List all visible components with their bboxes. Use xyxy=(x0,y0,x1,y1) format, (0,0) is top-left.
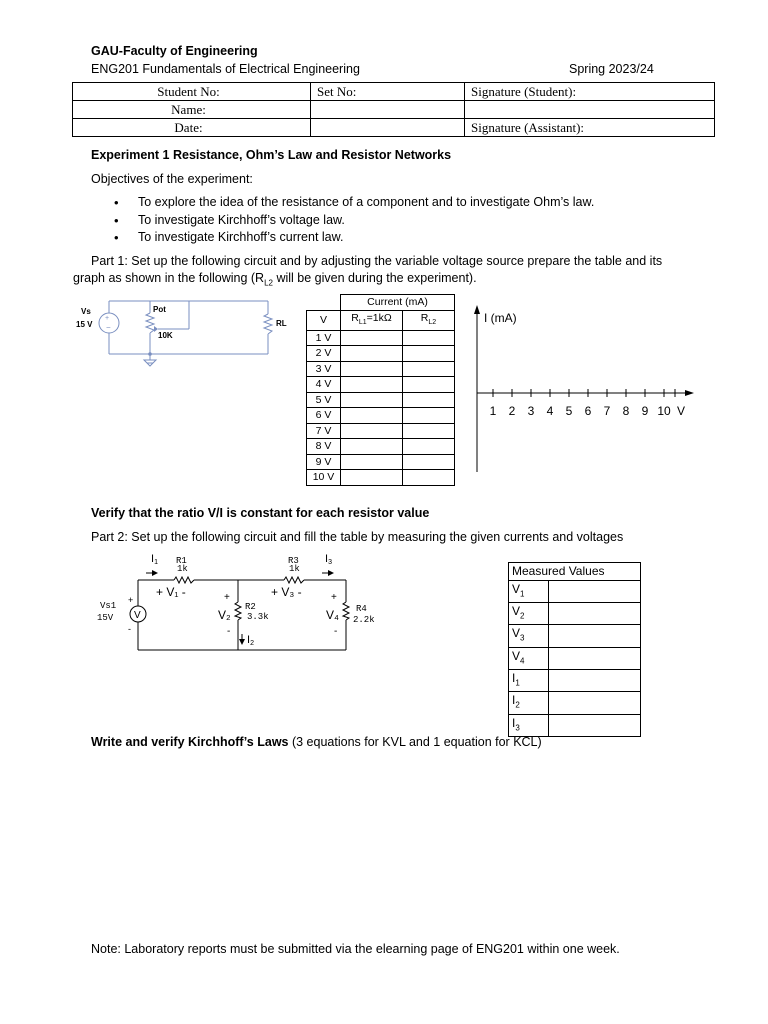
r4-label: R4 xyxy=(356,604,367,614)
data-cell xyxy=(403,361,455,377)
data-cell xyxy=(341,470,403,486)
data-cell xyxy=(341,392,403,408)
data-cell xyxy=(403,408,455,424)
r2-value: 3.3k xyxy=(247,612,269,622)
measure-value xyxy=(549,714,641,736)
x-tick-label: 10 xyxy=(657,404,671,418)
table-row xyxy=(509,670,641,692)
empty-cell xyxy=(465,101,715,119)
x-tick-label: 7 xyxy=(603,404,611,418)
potentiometer xyxy=(146,313,154,333)
objective-item: • To investigate Kirchhoff’s voltage law. xyxy=(112,212,594,230)
voltage-cell: 10 V xyxy=(307,470,341,486)
v4-plus: + xyxy=(331,592,337,603)
voltage-cell: 1 V xyxy=(307,330,341,346)
v-header: V xyxy=(307,310,341,330)
v2-plus: + xyxy=(224,592,230,603)
measure-value xyxy=(549,625,641,647)
x-tick-label: 5 xyxy=(565,404,573,418)
meter-symbol: V xyxy=(134,610,141,621)
i1-arrow xyxy=(152,570,158,576)
objective-item: • To investigate Kirchhoff’s current law. xyxy=(112,229,594,247)
rl2-sub: L2 xyxy=(428,318,437,326)
student-no-cell: Student No: xyxy=(73,83,311,101)
vs1-value: 15V xyxy=(97,613,114,623)
table-row xyxy=(509,580,641,602)
rl1-sub: L1 xyxy=(358,318,367,326)
submission-note: Note: Laboratory reports must be submitted via the elearning page of ENG201 within one week. xyxy=(91,942,620,956)
table-row xyxy=(307,470,455,486)
i3-arrow xyxy=(328,570,334,576)
x-tick-label: 2 xyxy=(508,404,516,418)
voltage-cell: 5 V xyxy=(307,392,341,408)
data-cell xyxy=(341,377,403,393)
table-row xyxy=(509,692,641,714)
r3-value: 1k xyxy=(289,564,300,574)
rl1-value: =1kΩ xyxy=(366,311,392,324)
current-table xyxy=(306,294,455,486)
vs-value: 15 V xyxy=(76,320,93,329)
resistor-r3 xyxy=(284,577,304,583)
voltage-cell: 8 V xyxy=(307,439,341,455)
rl2-subscript: L2 xyxy=(264,278,273,288)
vs1-plus: + xyxy=(128,595,134,605)
measure-label: $I_3$ xyxy=(509,714,549,736)
x-tick-label: 9 xyxy=(641,404,649,418)
part1-text-line2 xyxy=(73,270,477,292)
part1-text-a: graph as shown in the following (R xyxy=(73,271,265,285)
data-cell xyxy=(341,361,403,377)
v4-minus: - xyxy=(334,626,338,637)
vs1-minus: - xyxy=(128,624,131,634)
data-cell xyxy=(403,377,455,393)
measure-label: $V_3$ xyxy=(509,625,549,647)
table-row xyxy=(307,392,455,408)
measure-value xyxy=(549,670,641,692)
voltage-cell: 6 V xyxy=(307,408,341,424)
student-info-table xyxy=(72,82,715,137)
data-cell xyxy=(403,423,455,439)
data-cell xyxy=(341,439,403,455)
rl2-r: R xyxy=(420,311,429,324)
v4-label: V₄ xyxy=(326,608,339,622)
set-no-cell: Set No: xyxy=(311,83,465,101)
table-row xyxy=(307,346,455,362)
r1-label: R1 xyxy=(176,556,187,566)
objectives-list xyxy=(112,194,594,247)
svg-text:+: + xyxy=(105,315,110,322)
table-row xyxy=(509,625,641,647)
iv-graph xyxy=(470,302,700,482)
part1-text-line1: Part 1: Set up the following circuit and by adjusting the variable voltage source prepare the table and its xyxy=(91,254,663,268)
measure-label: $V_1$ xyxy=(509,580,549,602)
x-tick-label: 3 xyxy=(527,404,535,418)
r4-value: 2.2k xyxy=(353,615,375,625)
name-cell: Name: xyxy=(73,101,311,119)
vs-label: Vs xyxy=(81,307,91,316)
date-cell: Date: xyxy=(73,119,311,137)
part1-text-b: will be given during the experiment). xyxy=(272,271,477,285)
resistor-r4 xyxy=(343,602,349,620)
voltage-cell: 3 V xyxy=(307,361,341,377)
empty-cell xyxy=(311,119,465,137)
part1-circuit xyxy=(72,296,292,372)
verify-text: Verify that the ratio V/I is constant for each resistor value xyxy=(91,506,430,520)
data-cell xyxy=(403,454,455,470)
table-row xyxy=(307,330,455,346)
i1-label: I1 xyxy=(151,553,158,566)
i2-label: I2 xyxy=(247,634,254,647)
data-cell xyxy=(341,423,403,439)
table-row xyxy=(307,408,455,424)
y-axis-arrow xyxy=(474,305,480,314)
rl-label: RL xyxy=(276,319,287,328)
v2-minus: - xyxy=(227,626,231,637)
load-resistor xyxy=(264,314,272,334)
data-cell xyxy=(341,454,403,470)
measure-value xyxy=(549,580,641,602)
data-cell xyxy=(403,470,455,486)
measure-label: $V_2$ xyxy=(509,602,549,624)
empty-cell xyxy=(311,101,465,119)
measure-value xyxy=(549,602,641,624)
rl1-header xyxy=(341,310,403,330)
data-cell xyxy=(341,330,403,346)
measured-values-title: Measured Values xyxy=(509,563,641,581)
table-row xyxy=(509,602,641,624)
experiment-title: Experiment 1 Resistance, Ohm’s Law and Resistor Networks xyxy=(91,148,452,162)
x-axis-unit: V xyxy=(676,404,686,418)
v1-label: + V₁ - xyxy=(156,585,186,599)
data-cell xyxy=(341,346,403,362)
part2-circuit xyxy=(90,548,390,656)
part2-text: Part 2: Set up the following circuit and fill the table by measuring the given currents and voltages xyxy=(91,530,624,544)
r1-value: 1k xyxy=(177,564,188,574)
voltage-cell: 2 V xyxy=(307,346,341,362)
table-row xyxy=(307,377,455,393)
table-row xyxy=(307,454,455,470)
i3-label: I3 xyxy=(325,553,332,566)
kirchhoff-rest: (3 equations for KVL and 1 equation for KCL) xyxy=(288,735,542,749)
svg-text:−: − xyxy=(106,323,111,332)
table-row xyxy=(509,647,641,669)
table-row xyxy=(307,439,455,455)
resistor-r2 xyxy=(235,602,241,620)
voltage-cell: 7 V xyxy=(307,423,341,439)
kirchhoff-instruction xyxy=(91,734,542,750)
rl1-r: R xyxy=(351,311,359,324)
kirchhoff-bold: Write and verify Kirchhoff’s Laws xyxy=(91,735,289,749)
rl2-header xyxy=(403,310,455,330)
measured-values-table xyxy=(508,562,641,737)
x-tick-label: 8 xyxy=(622,404,630,418)
signature-student-cell: Signature (Student): xyxy=(465,83,715,101)
v2-label: V₂ xyxy=(218,608,231,622)
signature-assistant-cell: Signature (Assistant): xyxy=(465,119,715,137)
voltage-cell: 9 V xyxy=(307,454,341,470)
data-cell xyxy=(403,439,455,455)
pot-label: Pot xyxy=(153,305,166,314)
x-tick-label: 4 xyxy=(546,404,554,418)
current-header: Current (mA) xyxy=(341,295,455,311)
voltage-cell: 4 V xyxy=(307,377,341,393)
y-axis-label: I (mA) xyxy=(484,311,517,325)
table-row xyxy=(307,423,455,439)
data-cell xyxy=(403,392,455,408)
vs1-label: Vs1 xyxy=(100,601,117,611)
v3-label: + V₃ - xyxy=(271,585,302,599)
university-title: GAU-Faculty of Engineering xyxy=(91,44,258,58)
data-cell xyxy=(403,330,455,346)
pot-value: 10K xyxy=(158,331,173,340)
objective-item: • To explore the idea of the resistance of a component and to investigate Ohm’s law. xyxy=(112,194,594,212)
data-cell xyxy=(341,408,403,424)
measure-value xyxy=(549,647,641,669)
r2-label: R2 xyxy=(245,602,256,612)
x-axis-arrow xyxy=(685,390,694,396)
r3-label: R3 xyxy=(288,556,299,566)
resistor-r1 xyxy=(174,577,194,583)
i2-arrow xyxy=(239,639,245,645)
measure-value xyxy=(549,692,641,714)
term: Spring 2023/24 xyxy=(569,62,654,76)
x-tick-label: 6 xyxy=(584,404,592,418)
data-cell xyxy=(403,346,455,362)
measure-label: $I_2$ xyxy=(509,692,549,714)
empty-corner xyxy=(307,295,341,311)
measure-label: $V_4$ xyxy=(509,647,549,669)
course-title: ENG201 Fundamentals of Electrical Engineering xyxy=(91,62,360,76)
objectives-heading: Objectives of the experiment: xyxy=(91,172,253,186)
x-tick-label: 1 xyxy=(489,404,497,418)
table-row xyxy=(307,361,455,377)
measure-label: $I_1$ xyxy=(509,670,549,692)
